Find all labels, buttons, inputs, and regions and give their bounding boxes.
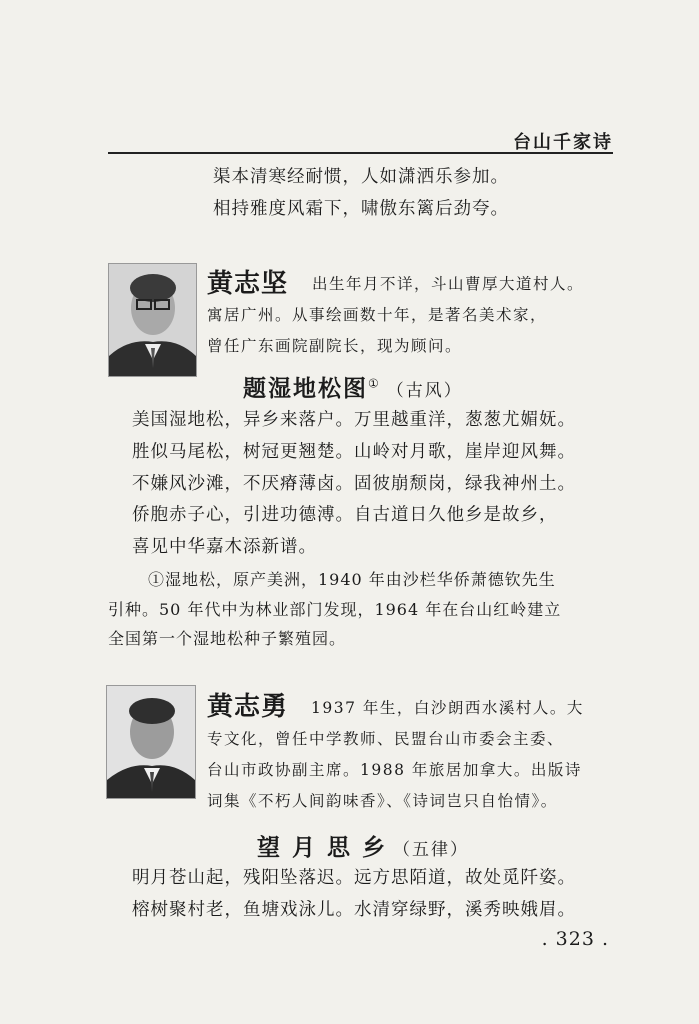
page-number: . 323 . xyxy=(541,928,609,950)
poem-title xyxy=(257,829,469,862)
author-bio-line: 词集《不朽人间韵味香》、《诗词岂只自怡情》。 xyxy=(207,792,558,810)
author-bio-line: 1937 年生，白沙朗西水溪村人。大 xyxy=(311,699,584,717)
author-bio-line: 专文化，曾任中学教师、民盟台山市委会主委、 xyxy=(207,730,565,748)
poem-title-text: 望 月 思 乡 xyxy=(257,835,388,861)
poem-line: 喜见中华嘉木添新谱。 xyxy=(132,537,317,557)
poem-line: 美国湿地松，异乡来落户。万里越重洋，葱葱尤媚妩。 xyxy=(132,410,576,430)
author-portrait-huang-zhijian xyxy=(108,263,197,377)
footnote-line: 引种。50 年代中为林业部门发现，1964 年在台山红岭建立 xyxy=(108,600,562,619)
header-rule xyxy=(108,152,613,154)
poem-line: 侨胞赤子心，引进功德溥。自古道日久他乡是故乡， xyxy=(132,505,558,525)
footnote-line: 全国第一个湿地松种子繁殖园。 xyxy=(108,629,347,648)
poem-form: （古风） xyxy=(386,381,463,401)
author-bio-line: 曾任广东画院副院长，现为顾问。 xyxy=(207,337,463,355)
poem-title xyxy=(243,370,463,403)
author-bio-line: 寓居广州。从事绘画数十年，是著名美术家， xyxy=(207,306,548,324)
running-header-title: 台山千家诗 xyxy=(513,132,613,153)
author-portrait-huang-zhiyong xyxy=(106,685,196,799)
poem-title-text: 题湿地松图 xyxy=(243,376,368,402)
author-bio-line: 出生年月不详，斗山曹厚大道村人。 xyxy=(312,275,585,293)
poem-form: （五律） xyxy=(393,840,470,860)
author-bio-line: 台山市政协副主席。1988 年旅居加拿大。出版诗 xyxy=(207,761,582,779)
poem-line: 明月苍山起，残阳坠落迟。远方思陌道，故处觅阡姿。 xyxy=(132,868,576,888)
footnote-marker: ① xyxy=(368,376,381,391)
author-name: 黄志坚 xyxy=(207,269,289,299)
top-poem-line: 渠本清寒经耐惯，人如潇洒乐参加。 xyxy=(213,167,509,187)
poem-line: 胜似马尾松，树冠更翘楚。山岭对月歌，崖岸迎风舞。 xyxy=(132,442,576,462)
poem-line: 榕树聚村老，鱼塘戏泳儿。水清穿绿野，溪秀映娥眉。 xyxy=(132,900,576,920)
author-name: 黄志勇 xyxy=(207,692,289,722)
footnote-line: ①湿地松，原产美洲，1940 年由沙栏华侨萧德钦先生 xyxy=(148,570,556,589)
poem-line: 不嫌风沙滩，不厌瘠薄卤。固彼崩颓岗，绿我神州土。 xyxy=(132,474,576,494)
top-poem-line: 相持雅度风霜下，啸傲东篱后劲夸。 xyxy=(213,199,509,219)
